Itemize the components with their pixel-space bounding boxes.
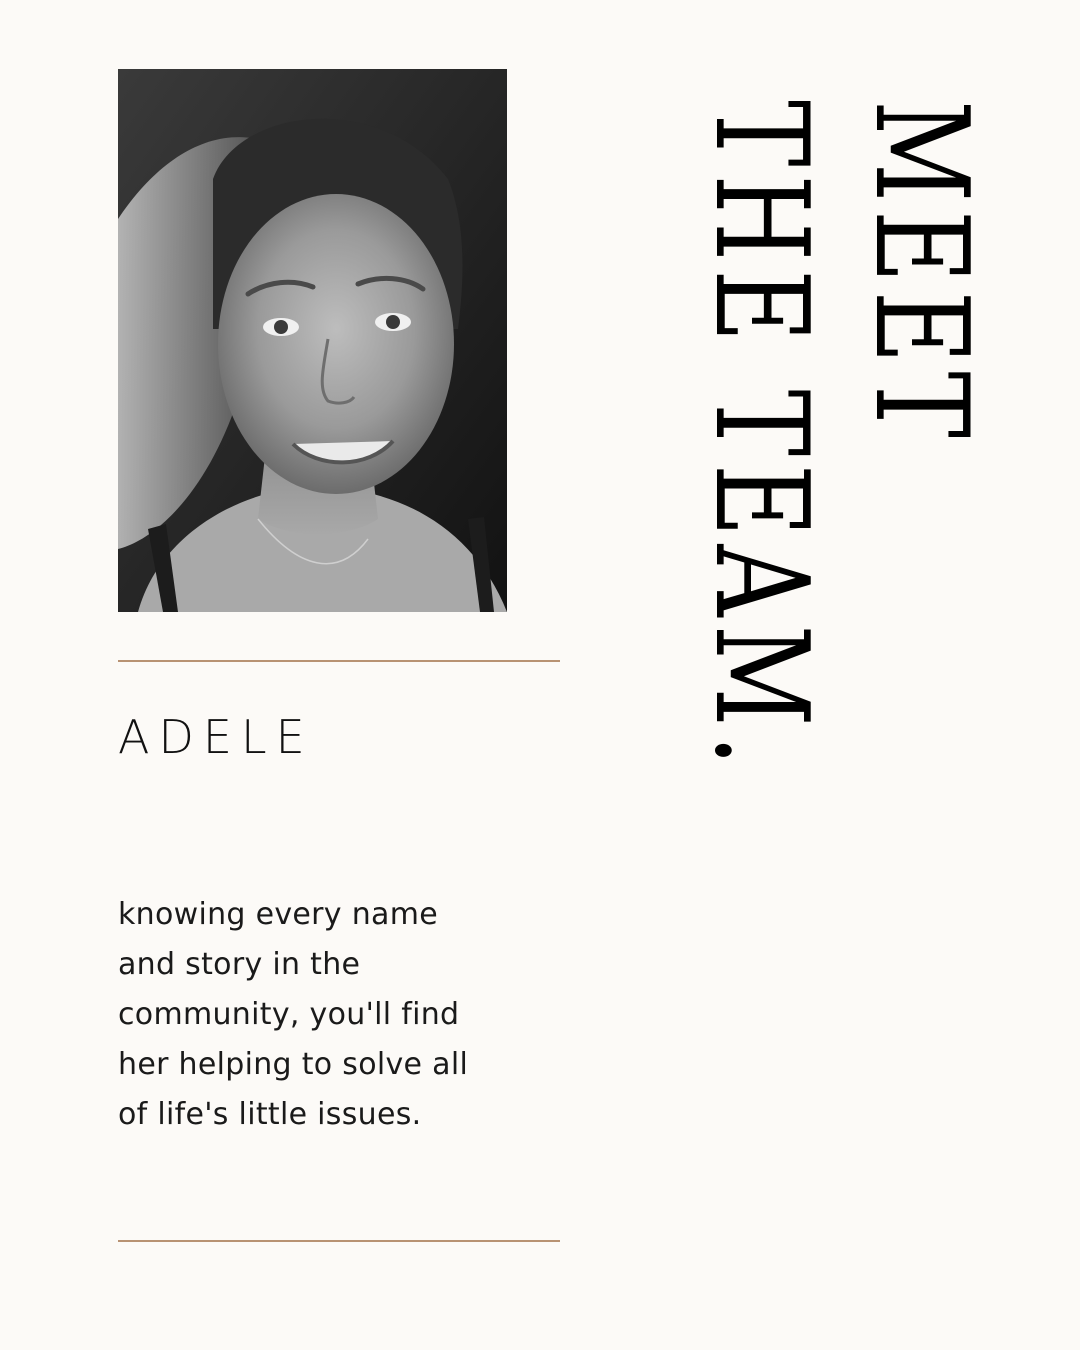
member-photo — [118, 69, 507, 612]
title-line-the-team: THE TEAM. — [686, 100, 835, 775]
bio-line: and story in the — [118, 947, 361, 982]
title-line-meet: MEET — [846, 100, 995, 446]
member-name: ADELE — [118, 710, 314, 764]
member-bio — [118, 890, 538, 1140]
divider-bottom — [118, 1240, 560, 1242]
page-title — [680, 100, 1000, 964]
bio-line: her helping to solve all — [118, 1047, 469, 1082]
divider-top — [118, 660, 560, 662]
bio-line: of life's little issues. — [118, 1097, 422, 1132]
bio-line: knowing every name — [118, 897, 438, 932]
bio-line: community, you'll find — [118, 997, 460, 1032]
